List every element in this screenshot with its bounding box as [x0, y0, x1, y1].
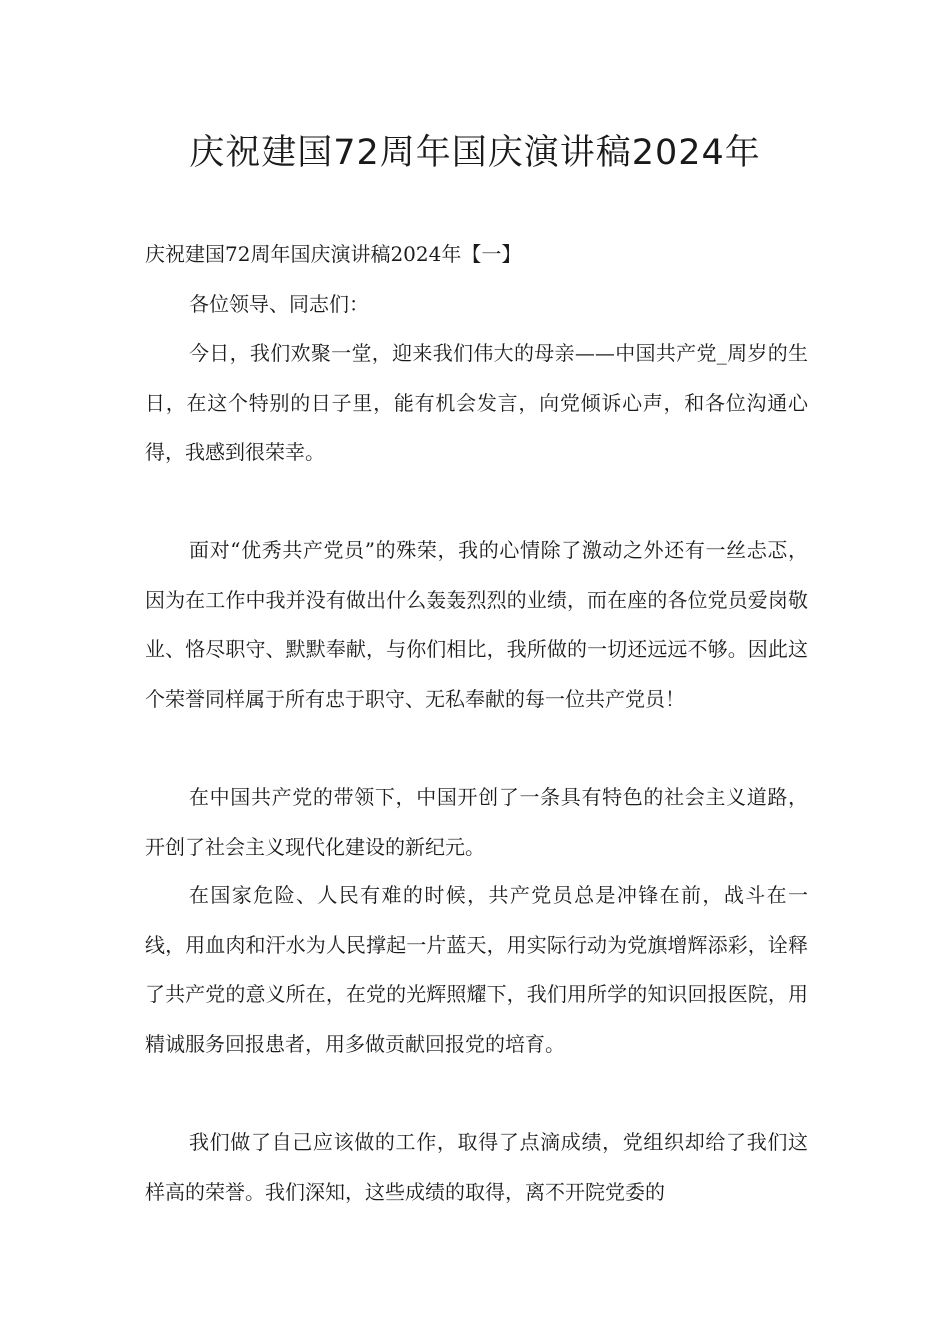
body-paragraph-4: 在国家危险、人民有难的时候，共产党员总是冲锋在前，战斗在一线，用血肉和汗水为人民撑起一片蓝天，用实际行动为党旗增辉添彩，诠释了共产党的意义所在，在党的光辉照耀下，我们用所学的知识回报医院，用精诚服务回报患者，用多做贡献回报党的培育。 [145, 883, 808, 1056]
body-paragraph-2: 面对“优秀共产党员”的殊荣，我的心情除了激动之外还有一丝忐忑，因为在工作中我并没有做出什么轰轰烈烈的业绩，而在座的各位党员爱岗敬业、恪尽职守、默默奉献，与你们相比，我所做的一切还远远不够。因此这个荣誉同样属于所有忠于职守、无私奉献的每一位共产党员！ [145, 538, 808, 711]
document-title: 庆祝建国72周年国庆演讲稿2024年 [189, 133, 761, 173]
greeting-paragraph: 各位领导、同志们： [189, 292, 369, 316]
body-paragraph-5: 我们做了自己应该做的工作，取得了点滴成绩，党组织却给了我们这样高的荣誉。我们深知，这些成绩的取得，离不开院党委的 [145, 1130, 808, 1204]
body-paragraph-1: 今日，我们欢聚一堂，迎来我们伟大的母亲——中国共产党_周岁的生日，在这个特别的日子里，能有机会发言，向党倾诉心声，和各位沟通心得，我感到很荣幸。 [145, 341, 808, 464]
body-paragraph-3: 在中国共产党的带领下，中国开创了一条具有特色的社会主义道路，开创了社会主义现代化建设的新纪元。 [145, 785, 808, 859]
section-heading: 庆祝建国72周年国庆演讲稿2024年【一】 [145, 242, 522, 266]
